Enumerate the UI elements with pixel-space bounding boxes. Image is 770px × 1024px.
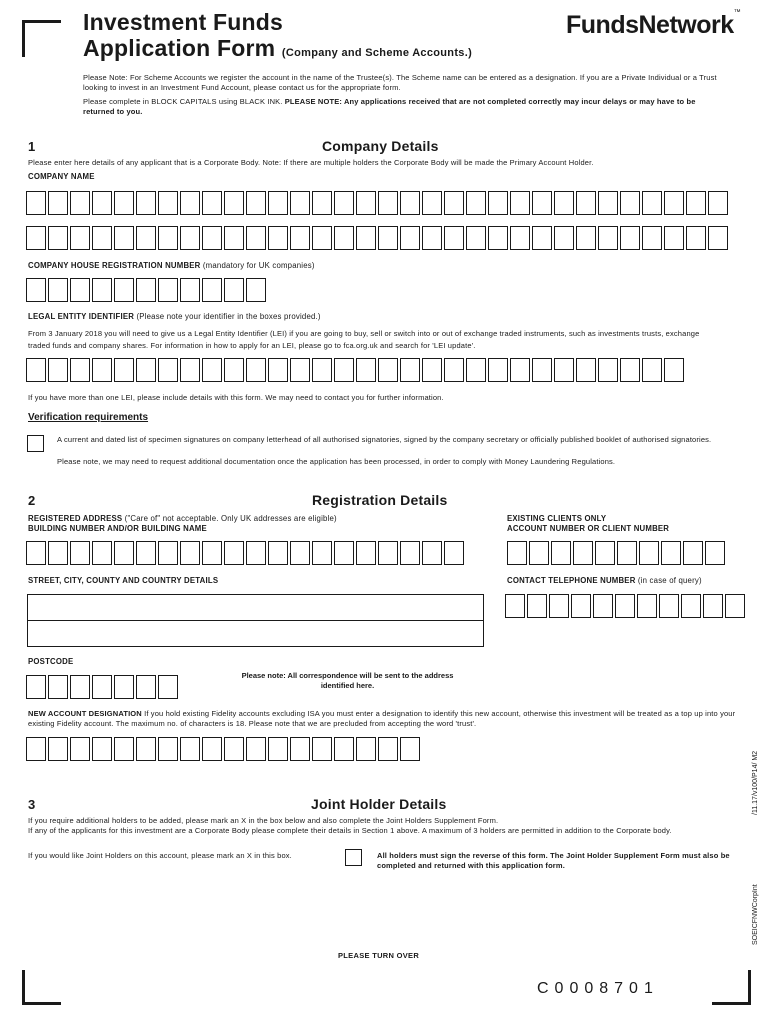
character-box[interactable] [70,191,90,215]
corner-mark-bottom-left [22,970,61,1005]
character-box[interactable] [510,226,530,250]
character-box[interactable] [620,191,640,215]
character-box[interactable] [268,226,288,250]
character-box[interactable] [114,541,134,565]
please-turn-over: PLEASE TURN OVER [338,951,420,960]
character-box[interactable] [92,278,112,302]
designation-boxes[interactable] [26,737,422,761]
character-box[interactable] [48,358,68,382]
verification-text: A current and dated list of specimen signatures on company letterhead of all authorised signatories, signed by the company secretary or officially published booklet of authorised signatories. [57,435,712,444]
street-field-line2[interactable] [27,620,484,647]
character-box[interactable] [290,191,310,215]
character-box[interactable] [466,358,486,382]
character-box[interactable] [334,541,354,565]
character-box[interactable] [507,541,527,565]
character-box[interactable] [378,191,398,215]
character-box[interactable] [312,191,332,215]
form-title: Investment Funds [83,9,284,35]
character-box[interactable] [180,191,200,215]
character-box[interactable] [532,358,552,382]
character-box[interactable] [444,191,464,215]
character-box[interactable] [202,737,222,761]
street-label: STREET, CITY, COUNTY AND COUNTRY DETAILS [28,576,219,585]
postcode-boxes[interactable] [26,675,180,699]
character-box[interactable] [48,541,68,565]
character-box[interactable] [224,278,244,302]
character-box[interactable] [510,191,530,215]
character-box[interactable] [180,358,200,382]
character-box[interactable] [202,278,222,302]
verification-heading: Verification requirements [28,412,149,423]
character-box[interactable] [136,675,156,699]
character-box[interactable] [642,358,662,382]
character-box[interactable] [593,594,613,618]
character-box[interactable] [527,594,547,618]
character-box[interactable] [708,226,728,250]
joint-holder-sign-text: All holders must sign the reverse of this form. The Joint Holder Supplement Form must also be completed and returned with this application form. [377,851,730,870]
character-box[interactable] [686,191,706,215]
character-box[interactable] [114,737,134,761]
character-box[interactable] [70,675,90,699]
character-box[interactable] [224,737,244,761]
character-box[interactable] [422,541,442,565]
character-box[interactable] [620,358,640,382]
character-box[interactable] [466,191,486,215]
character-box[interactable] [356,737,376,761]
character-box[interactable] [664,191,684,215]
character-box[interactable] [705,541,725,565]
character-box[interactable] [615,594,635,618]
character-box[interactable] [422,358,442,382]
character-box[interactable] [180,737,200,761]
verification-text-2: Please note, we may need to request additional documentation once the application has been processed, in order to comply with Money Laundering Regulations. [57,457,616,466]
character-box[interactable] [246,737,266,761]
character-box[interactable] [664,226,684,250]
character-box[interactable] [92,226,112,250]
section-number-2: 2 [28,493,36,508]
character-box[interactable] [48,737,68,761]
designation-text: NEW ACCOUNT DESIGNATION If you hold existing Fidelity accounts excluding ISA you must enter a designation to identify this new account, otherwise this investment will be treated as a top up into your existing Fidelity account. The maximum no. of characters is 18. Please note that we are precluded from accepting the word 'trust'. [28,709,736,728]
character-box[interactable] [725,594,745,618]
character-box[interactable] [158,278,178,302]
character-box[interactable] [598,226,618,250]
fundsnetwork-logo: FundsNetwork™ [566,8,741,39]
character-box[interactable] [617,541,637,565]
character-box[interactable] [48,226,68,250]
character-box[interactable] [290,541,310,565]
character-box[interactable] [180,541,200,565]
character-box[interactable] [48,675,68,699]
character-box[interactable] [114,358,134,382]
character-box[interactable] [202,358,222,382]
character-box[interactable] [224,358,244,382]
character-box[interactable] [488,358,508,382]
character-box[interactable] [246,278,266,302]
character-box[interactable] [554,226,574,250]
company-name-label: COMPANY NAME [28,172,95,181]
character-box[interactable] [26,675,46,699]
correspondence-note: Please note: All correspondence will be sent to the address identified here. [241,671,454,690]
character-box[interactable] [70,226,90,250]
character-box[interactable] [114,191,134,215]
character-box[interactable] [114,226,134,250]
lei-info-text: From 3 January 2018 you will need to give us a Legal Entity Identifier (LEI) if you are going to buy, sell or switch into or out of exchange traded instruments, such as investments trusts, exchange traded funds and company shares. For information in how to apply for an LEI, please go to fca.org.uk and search for 'LEI update'. [28,329,700,350]
character-box[interactable] [92,191,112,215]
character-box[interactable] [708,191,728,215]
character-box[interactable] [224,191,244,215]
character-box[interactable] [400,737,420,761]
joint-holder-checkbox[interactable] [345,849,362,866]
character-box[interactable] [114,675,134,699]
character-box[interactable] [595,541,615,565]
character-box[interactable] [224,226,244,250]
character-box[interactable] [356,191,376,215]
character-box[interactable] [659,594,679,618]
building-label: BUILDING NUMBER AND/OR BUILDING NAME [28,524,207,533]
character-box[interactable] [48,191,68,215]
character-box[interactable] [70,541,90,565]
character-box[interactable] [180,226,200,250]
character-box[interactable] [681,594,701,618]
character-box[interactable] [136,191,156,215]
character-box[interactable] [703,594,723,618]
character-box[interactable] [26,226,46,250]
company-name-row1[interactable] [26,191,730,215]
character-box[interactable] [48,278,68,302]
company-name-row2[interactable] [26,226,730,250]
scheme-note: Please Note: For Scheme Accounts we register the account in the name of the Trustee(s). The Scheme name can be entered as a designation. If you are a Private Individual or a Trust looking to invest in an Investment Fund Account, please contact us for the appropriate form. [83,73,717,92]
character-box[interactable] [661,541,681,565]
character-box[interactable] [158,226,178,250]
registered-address-label: REGISTERED ADDRESS ("Care of" not acceptable. Only UK addresses are eligible) [28,514,337,523]
completion-note: Please complete in BLOCK CAPITALS using BLACK INK. PLEASE NOTE: Any applications received that are not completed correctly may incur delays or may have to be returned to you. [83,97,696,116]
character-box[interactable] [356,541,376,565]
character-box[interactable] [642,226,662,250]
character-box[interactable] [26,541,46,565]
character-box[interactable] [246,226,266,250]
character-box[interactable] [400,541,420,565]
character-box[interactable] [334,737,354,761]
existing-clients-label: EXISTING CLIENTS ONLY [507,514,607,523]
building-boxes[interactable] [26,541,466,565]
character-box[interactable] [554,358,574,382]
character-box[interactable] [202,541,222,565]
character-box[interactable] [136,226,156,250]
character-box[interactable] [180,278,200,302]
character-box[interactable] [92,675,112,699]
character-box[interactable] [529,541,549,565]
character-box[interactable] [664,358,684,382]
character-box[interactable] [334,191,354,215]
character-box[interactable] [92,541,112,565]
character-box[interactable] [246,541,266,565]
character-box[interactable] [378,358,398,382]
form-code: C0008701 [537,980,659,997]
character-box[interactable] [26,191,46,215]
character-box[interactable] [268,191,288,215]
phone-boxes[interactable] [505,594,747,618]
side-version-code: /11.17/v100/P14/ M2 [752,750,759,815]
account-number-boxes[interactable] [507,541,727,565]
character-box[interactable] [571,594,591,618]
corner-mark-top-left [22,20,61,57]
character-box[interactable] [683,541,703,565]
character-box[interactable] [510,358,530,382]
character-box[interactable] [422,226,442,250]
section-title-registration-details: Registration Details [312,492,448,508]
character-box[interactable] [92,737,112,761]
character-box[interactable] [573,541,593,565]
character-box[interactable] [505,594,525,618]
character-box[interactable] [554,191,574,215]
character-box[interactable] [642,191,662,215]
lei-label: LEGAL ENTITY IDENTIFIER (Please note your identifier in the boxes provided.) [28,312,321,321]
character-box[interactable] [312,358,332,382]
character-box[interactable] [202,191,222,215]
character-box[interactable] [466,226,486,250]
character-box[interactable] [26,358,46,382]
character-box[interactable] [444,358,464,382]
character-box[interactable] [268,358,288,382]
character-box[interactable] [576,358,596,382]
phone-label: CONTACT TELEPHONE NUMBER (in case of query) [507,576,702,585]
character-box[interactable] [158,541,178,565]
form-subtitle: (Company and Scheme Accounts.) [281,47,473,59]
character-box[interactable] [551,541,571,565]
character-box[interactable] [620,226,640,250]
character-box[interactable] [158,358,178,382]
character-box[interactable] [356,226,376,250]
character-box[interactable] [444,226,464,250]
character-box[interactable] [246,358,266,382]
character-box[interactable] [246,191,266,215]
street-field-line1[interactable] [27,594,484,621]
company-intro: Please enter here details of any applicant that is a Corporate Body. Note: If there are multiple holders the Corporate Body will be made the Primary Account Holder. [28,158,594,167]
character-box[interactable] [444,541,464,565]
character-box[interactable] [576,226,596,250]
character-box[interactable] [598,358,618,382]
character-box[interactable] [532,226,552,250]
verification-checkbox[interactable] [27,435,44,452]
character-box[interactable] [70,737,90,761]
character-box[interactable] [422,191,442,215]
character-box[interactable] [224,541,244,565]
character-box[interactable] [202,226,222,250]
section-title-company-details: Company Details [322,138,439,154]
character-box[interactable] [488,226,508,250]
character-box[interactable] [488,191,508,215]
lei-boxes[interactable] [26,358,686,382]
joint-holder-text2: If any of the applicants for this investment are a Corporate Body please complete their details in Section 1 above. A maximum of 3 holders are permitted in addition to the Corporate body. [28,826,672,835]
corner-mark-bottom-right [712,970,751,1005]
character-box[interactable] [136,541,156,565]
character-box[interactable] [378,541,398,565]
character-box[interactable] [532,191,552,215]
joint-holder-mark-text: If you would like Joint Holders on this account, please mark an X in this box. [28,851,292,860]
lei-more-text: If you have more than one LEI, please include details with this form. We may need to contact you for further information. [28,393,444,402]
character-box[interactable] [312,737,332,761]
character-box[interactable] [70,278,90,302]
character-box[interactable] [312,541,332,565]
character-box[interactable] [268,541,288,565]
character-box[interactable] [378,737,398,761]
character-box[interactable] [576,191,596,215]
company-house-number-boxes[interactable] [26,278,268,302]
character-box[interactable] [378,226,398,250]
character-box[interactable] [290,737,310,761]
section-number-1: 1 [28,139,36,154]
character-box[interactable] [136,737,156,761]
character-box[interactable] [637,594,657,618]
character-box[interactable] [268,737,288,761]
character-box[interactable] [356,358,376,382]
character-box[interactable] [158,191,178,215]
character-box[interactable] [26,737,46,761]
joint-holder-text1: If you require additional holders to be added, please mark an X in the box below and also complete the Joint Holders Supplement Form. [28,816,499,825]
character-box[interactable] [400,226,420,250]
form-title-main: Application Form [83,35,276,61]
section-number-3: 3 [28,797,36,812]
form-title-line2 [83,35,472,62]
character-box[interactable] [400,191,420,215]
character-box[interactable] [158,737,178,761]
company-house-label: COMPANY HOUSE REGISTRATION NUMBER (mandatory for UK companies) [28,261,315,270]
character-box[interactable] [334,358,354,382]
character-box[interactable] [290,226,310,250]
character-box[interactable] [598,191,618,215]
postcode-label: POSTCODE [28,657,74,666]
character-box[interactable] [290,358,310,382]
character-box[interactable] [334,226,354,250]
character-box[interactable] [70,358,90,382]
account-number-label: ACCOUNT NUMBER OR CLIENT NUMBER [507,524,670,533]
character-box[interactable] [26,278,46,302]
character-box[interactable] [312,226,332,250]
character-box[interactable] [136,358,156,382]
side-form-code: SOEICFNWCorpInt [752,884,759,945]
character-box[interactable] [92,358,112,382]
character-box[interactable] [400,358,420,382]
character-box[interactable] [549,594,569,618]
section-title-joint-holder-details: Joint Holder Details [311,796,447,812]
character-box[interactable] [114,278,134,302]
character-box[interactable] [686,226,706,250]
character-box[interactable] [158,675,178,699]
character-box[interactable] [639,541,659,565]
character-box[interactable] [136,278,156,302]
